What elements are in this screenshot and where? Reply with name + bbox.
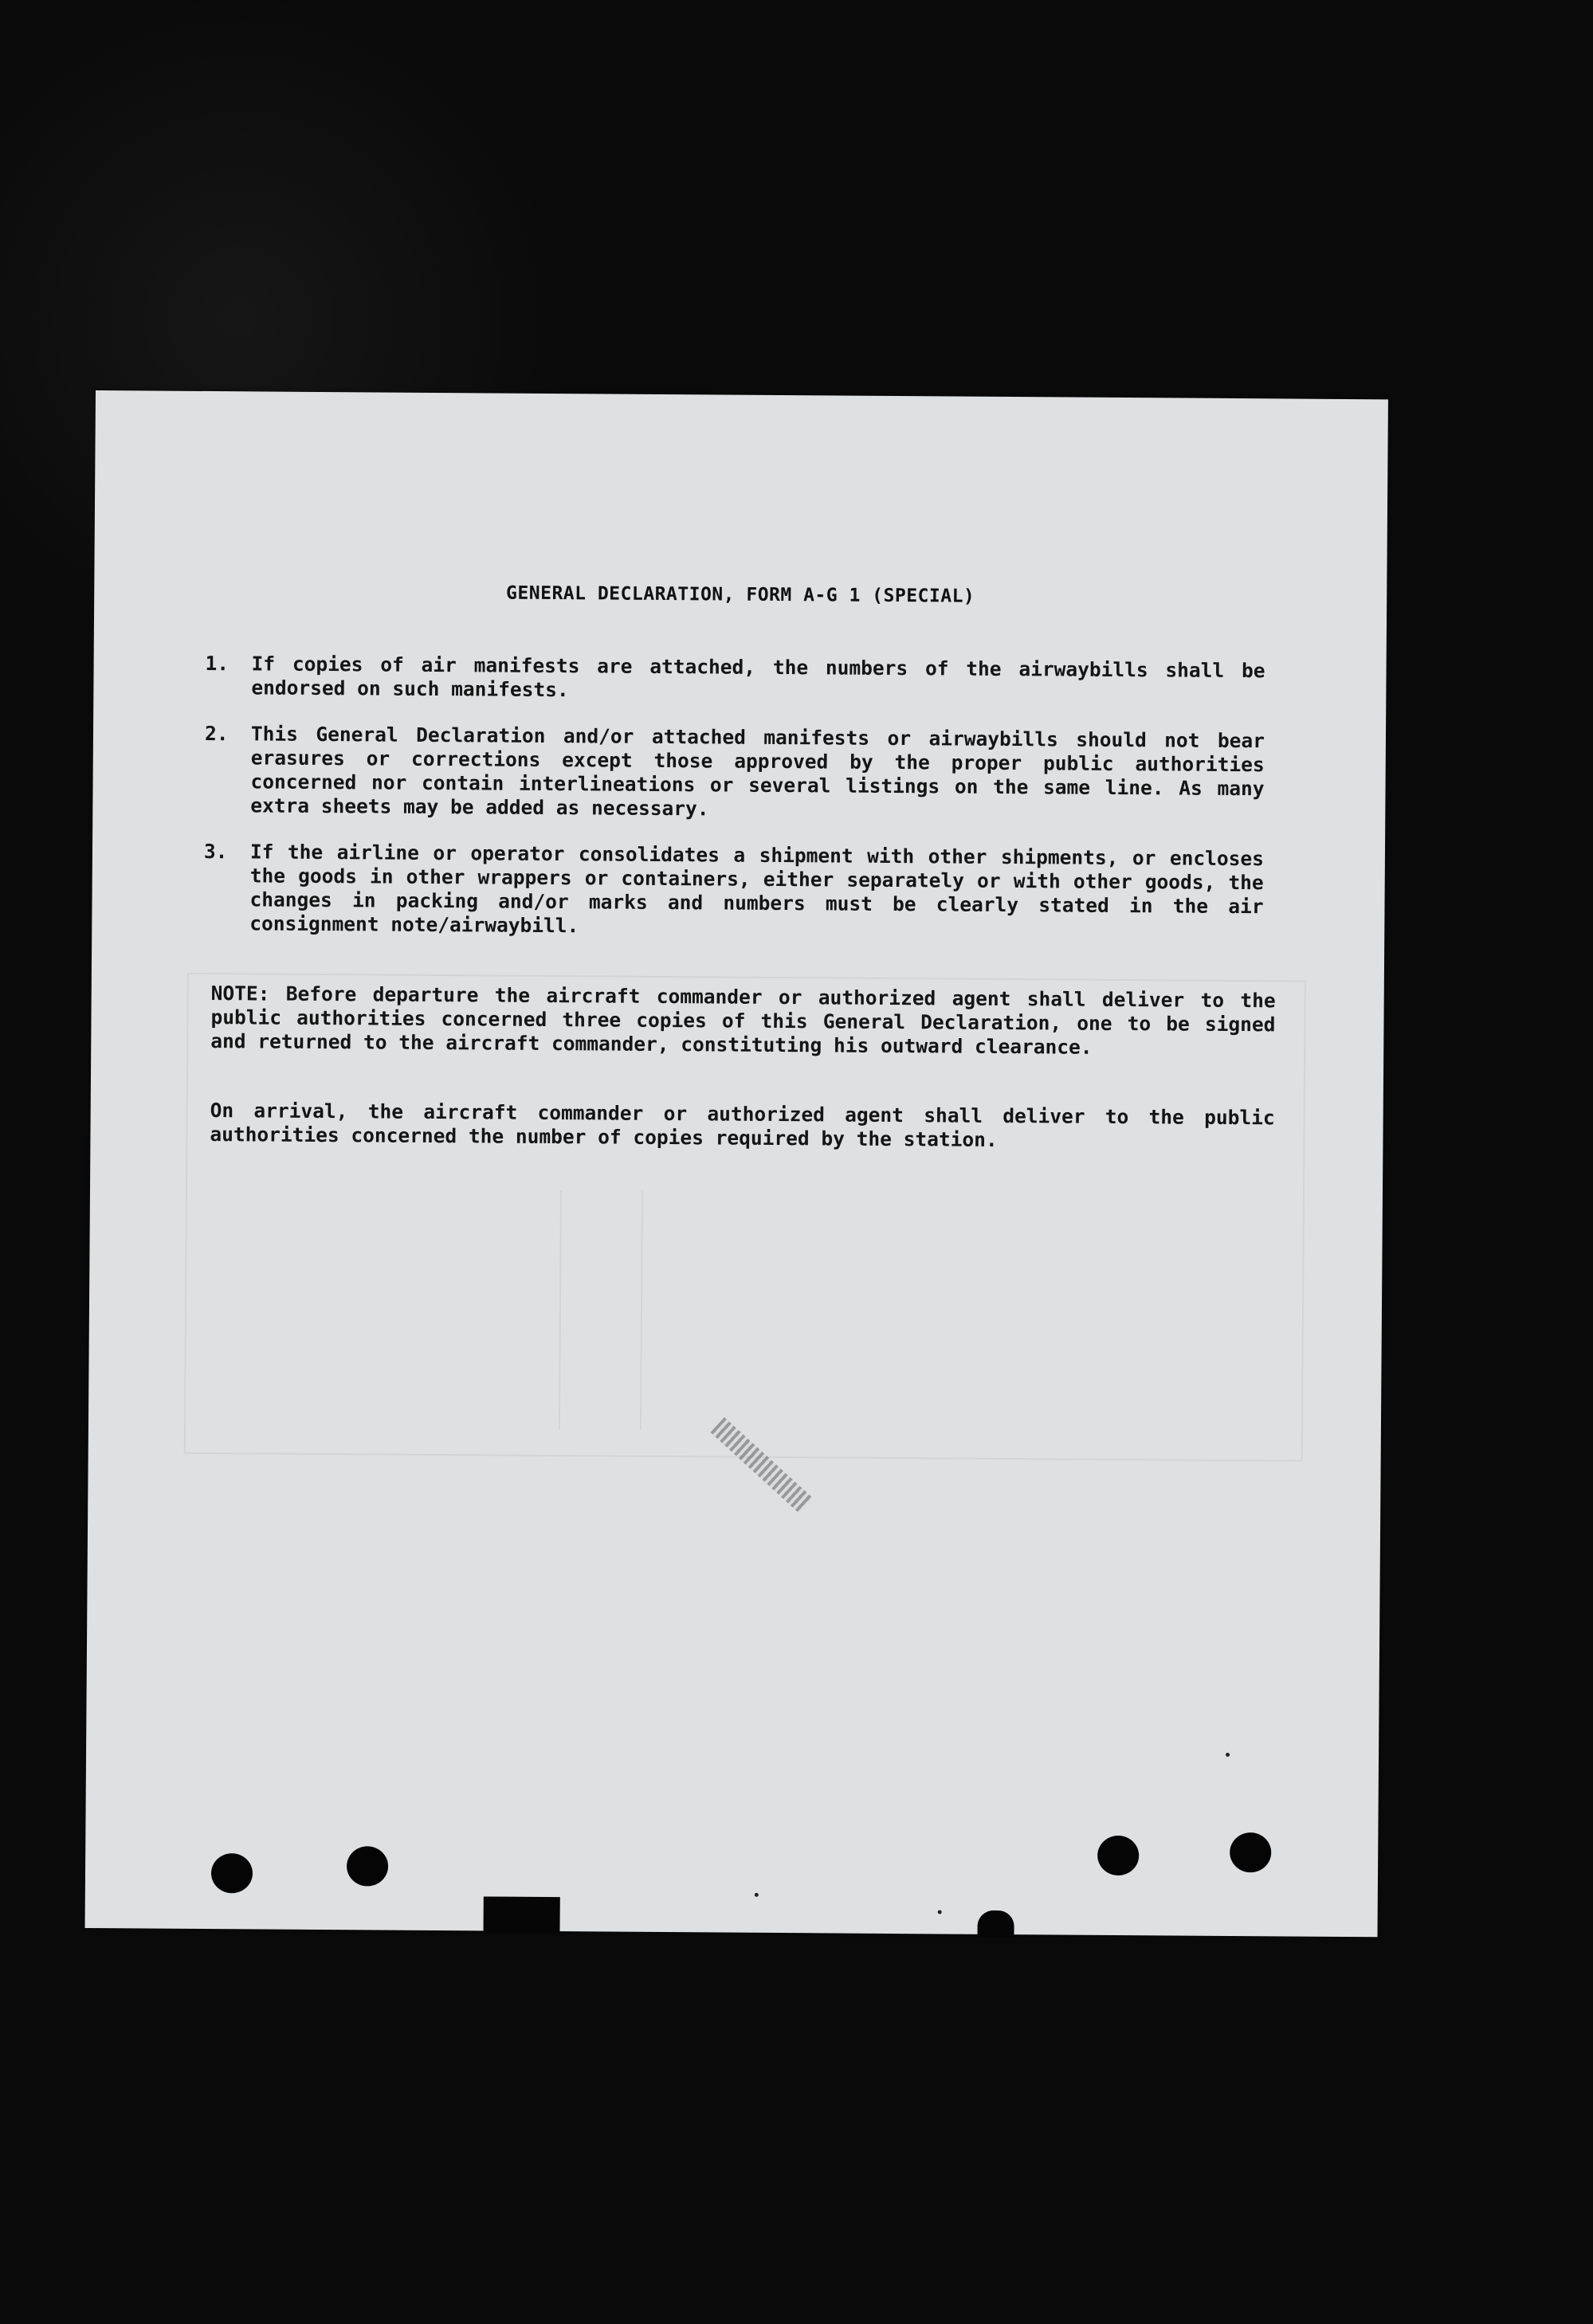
- item-text: This General Declaration and/or attached manifests or airwaybills should not bear erasures or corrections except those approved by the proper public authorities concerned nor contain interlineations or several listings on the same line. As many extra sheets may be added as necessary.: [250, 722, 1265, 821]
- punch-hole: [211, 1853, 253, 1893]
- punch-hole: [1097, 1836, 1139, 1875]
- speck: [938, 1910, 942, 1914]
- speck: [755, 1893, 759, 1897]
- punch-hole: [347, 1846, 388, 1886]
- binding-notch: [484, 1896, 560, 1933]
- item-number: 3.: [203, 839, 228, 864]
- item-number: 2.: [204, 721, 229, 746]
- arrival-note: On arrival, the aircraft commander or authorized agent shall deliver to the public authorities concerned the number of copies required by the station.: [210, 1099, 1275, 1151]
- page-title: GENERAL DECLARATION, FORM A-G 1 (SPECIAL): [506, 582, 975, 607]
- document-page: [85, 390, 1388, 1937]
- speck: [1226, 1753, 1230, 1757]
- binding-notch: [977, 1911, 1014, 1938]
- punch-hole: [1230, 1832, 1271, 1872]
- instruction-item-1: [205, 652, 1265, 707]
- instruction-item-3: [203, 840, 1264, 943]
- item-text: If copies of air manifests are attached, the numbers of the airwaybills shall be endorsed on such manifests.: [251, 652, 1265, 702]
- instruction-item-2: [204, 722, 1265, 825]
- departure-note: NOTE: Before departure the aircraft commander or authorized agent shall deliver to the public authorities concerned three copies of this General Declaration, one to be signed and returned to the aircraft commander, constituting his outward clearance.: [210, 982, 1276, 1059]
- show-through-column: [559, 1190, 643, 1430]
- item-number: 1.: [205, 651, 230, 676]
- item-text: If the airline or operator consolidates a shipment with other shipments, or encloses the goods in other wrappers or containers, either separately or with other goods, the changes in packing and/or marks and numbers must be clearly stated in the air consignment note/airwaybill.: [249, 840, 1265, 938]
